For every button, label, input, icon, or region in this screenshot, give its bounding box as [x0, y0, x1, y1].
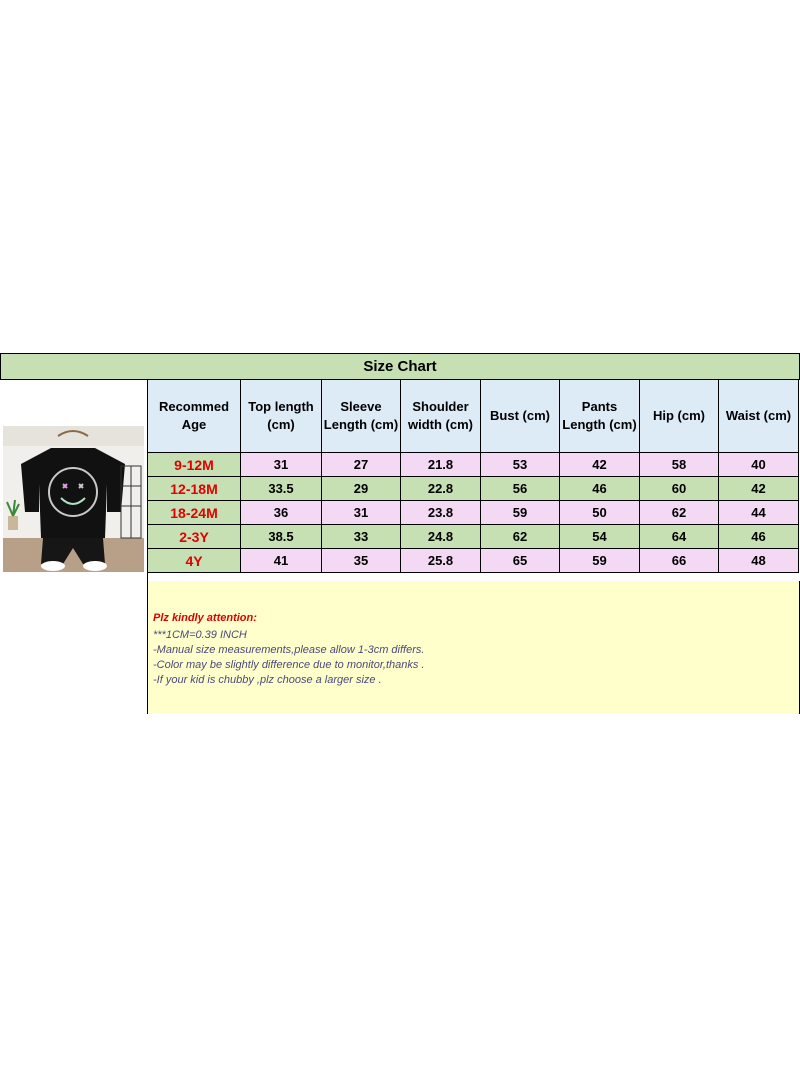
table-row [148, 453, 799, 477]
value-cell: 31 [241, 453, 322, 477]
value-cell: 62 [640, 501, 719, 525]
age-cell: 4Y [148, 549, 241, 573]
size-table [147, 379, 799, 573]
value-cell: 21.8 [401, 453, 481, 477]
value-cell: 44 [719, 501, 799, 525]
header-cell: Shoulder width (cm) [401, 380, 481, 453]
header-cell: Bust (cm) [481, 380, 560, 453]
value-cell: 66 [640, 549, 719, 573]
value-cell: 58 [640, 453, 719, 477]
value-cell: 27 [322, 453, 401, 477]
value-cell: 62 [481, 525, 560, 549]
note-line: -Color may be slightly difference due to monitor,thanks . [153, 659, 425, 671]
value-cell: 22.8 [401, 477, 481, 501]
age-cell: 18-24M [148, 501, 241, 525]
value-cell: 59 [481, 501, 560, 525]
note-line: -Manual size measurements,please allow 1-3cm differs. [153, 644, 425, 656]
header-cell: Recommed Age [148, 380, 241, 453]
table-header-row [148, 380, 799, 453]
table-row [148, 549, 799, 573]
value-cell: 25.8 [401, 549, 481, 573]
value-cell: 40 [719, 453, 799, 477]
chart-title: Size Chart [0, 353, 800, 380]
table-row [148, 525, 799, 549]
note-line: -If your kid is chubby ,plz choose a larger size . [153, 674, 382, 686]
table-row [148, 501, 799, 525]
value-cell: 59 [560, 549, 640, 573]
value-cell: 33 [322, 525, 401, 549]
value-cell: 23.8 [401, 501, 481, 525]
value-cell: 33.5 [241, 477, 322, 501]
value-cell: 60 [640, 477, 719, 501]
value-cell: 42 [719, 477, 799, 501]
product-photo [0, 380, 148, 714]
value-cell: 50 [560, 501, 640, 525]
header-cell: Top length (cm) [241, 380, 322, 453]
value-cell: 38.5 [241, 525, 322, 549]
value-cell: 53 [481, 453, 560, 477]
value-cell: 35 [322, 549, 401, 573]
value-cell: 64 [640, 525, 719, 549]
header-cell: Sleeve Length (cm) [322, 380, 401, 453]
notes-panel [147, 581, 800, 714]
size-chart [0, 353, 800, 714]
header-cell: Waist (cm) [719, 380, 799, 453]
value-cell: 42 [560, 453, 640, 477]
note-line: ***1CM=0.39 INCH [153, 629, 247, 641]
age-cell: 2-3Y [148, 525, 241, 549]
value-cell: 46 [719, 525, 799, 549]
age-cell: 9-12M [148, 453, 241, 477]
notes-heading: Plz kindly attention: [153, 612, 257, 624]
age-cell: 12-18M [148, 477, 241, 501]
outfit-illustration [3, 426, 144, 572]
value-cell: 24.8 [401, 525, 481, 549]
header-cell: Hip (cm) [640, 380, 719, 453]
value-cell: 41 [241, 549, 322, 573]
value-cell: 29 [322, 477, 401, 501]
value-cell: 48 [719, 549, 799, 573]
header-cell: Pants Length (cm) [560, 380, 640, 453]
value-cell: 31 [322, 501, 401, 525]
table-row [148, 477, 799, 501]
value-cell: 56 [481, 477, 560, 501]
value-cell: 65 [481, 549, 560, 573]
value-cell: 36 [241, 501, 322, 525]
value-cell: 54 [560, 525, 640, 549]
value-cell: 46 [560, 477, 640, 501]
